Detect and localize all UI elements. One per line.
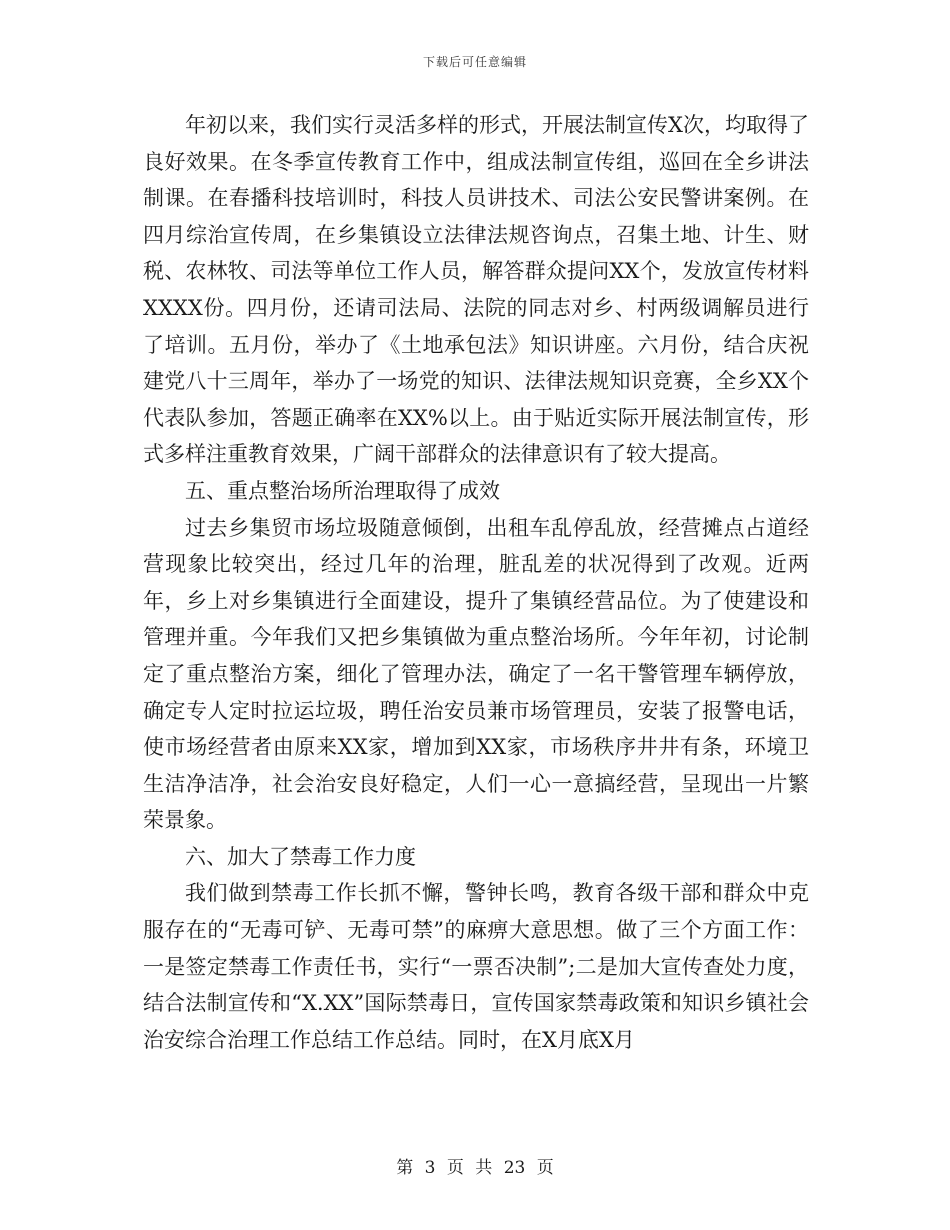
section-heading-six: 六、加大了禁毒工作力度 [185, 844, 416, 869]
paragraph-anti-drug: 我们做到禁毒工作长抓不懈，警钟长鸣，教育各级干部和群众中克服存在的“无毒可铲、无毒可禁”的麻痹大意思想。做了三个方面工作：一是签定禁毒工作责任书，实行“一票否决制”;二是加大宣传查处力度，结合法制宣传和“X.XX”国际禁毒日，宣传国家禁毒政策和知识乡镇社会治安综合治理工作总结工作总结。同时，在X月底X月 [143, 881, 809, 1052]
paragraph-legal-publicity: 年初以来，我们实行灵活多样的形式，开展法制宣传X次，均取得了良好效果。在冬季宣传教育工作中，组成法制宣传组，巡回在全乡讲法制课。在春播科技培训时，科技人员讲技术、司法公安民警讲案例。在四月综治宣传周，在乡集镇设立法律法规咨询点，召集土地、计生、财税、农林牧、司法等单位工作人员，解答群众提问XX个，发放宣传材料XXXX份。四月份，还请司法局、法院的同志对乡、村两级调解员进行了培训。五月份，举办了《土地承包法》知识讲座。六月份，结合庆祝建党八十三周年，举办了一场党的知识、法律法规知识竞赛，全乡XX个代表队参加，答题正确率在XX%以上。由于贴近实际开展法制宣传，形式多样注重教育效果，广阔干部群众的法律意识有了较大提高。 [143, 113, 809, 467]
page-header-note: 下载后可任意编辑 [422, 55, 527, 69]
document-body [143, 107, 809, 1058]
paragraph-market-rectification: 过去乡集贸市场垃圾随意倾倒，出租车乱停乱放，经营摊点占道经营现象比较突出，经过几年的治理，脏乱差的状况得到了改观。近两年，乡上对乡集镇进行全面建设，提升了集镇经营品位。为了使建设和管理并重。今年我们又把乡集镇做为重点整治场所。今年年初，讨论制定了重点整治方案，细化了管理办法，确定了一名干警管理车辆停放，确定专人定时拉运垃圾，聘任治安员兼市场管理员，安装了报警电话，使市场经营者由原来XX家，增加到XX家，市场秩序井井有条，环境卫生洁净洁净，社会治安良好稳定，人们一心一意搞经营，呈现出一片繁荣景象。 [143, 515, 809, 833]
page-number-footer: 第 3 页 共 23 页 [396, 1158, 554, 1178]
section-heading-five: 五、重点整治场所治理取得了成效 [185, 478, 500, 503]
